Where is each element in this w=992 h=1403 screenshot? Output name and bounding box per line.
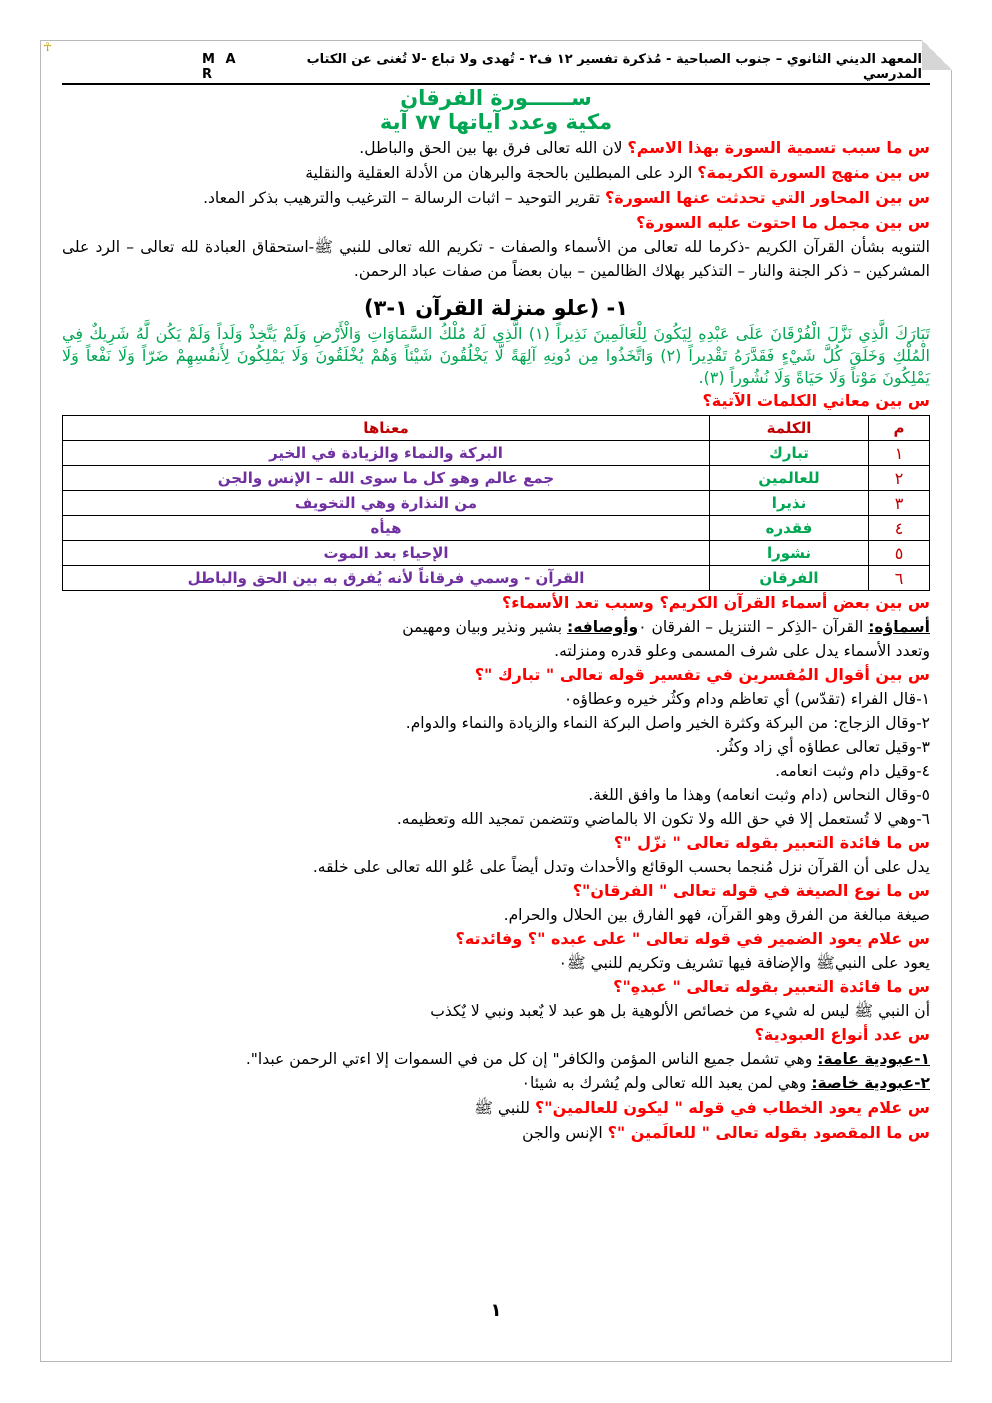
quran-verse: تَبَارَكَ الَّذِي نَزَّلَ الْفُرْقَانَ عَلَى عَبْدِهِ لِيَكُونَ لِلْعَالَمِينَ نَذِيراً (١) الَّذِي لَهُ مُلْكُ السَّمَاوَاتِ وَالْأَرْضِ وَلَمْ يَتَّخِذْ وَلَداً وَلَمْ يَكُن لَّهُ شَرِيكٌ فِي الْمُلْكِ وَخَلَقَ كُلَّ شَيْءٍ فَقَدَّرَهُ تَقْدِيراً (٢) وَاتَّخَذُوا مِن دُونِهِ آلِهَةً لَّا يَخْلُقُونَ شَيْئاً وَهُمْ يُخْلَقُونَ وَلَا يَمْلِكُونَ لِأَنفُسِهِمْ ضَرّاً وَلَا نَفْعاً وَلَا يَمْلِكُونَ مَوْتاً وَلَا حَيَاةً وَلَا نُشُوراً (٣). [62,324,931,387]
page-header [62,52,930,85]
worship-type-special: ٢-عبودية خاصة: وهي لمن يعبد الله تعالى ولم يُشرك به شيئا٠ [521,1074,930,1092]
intro-qa-1: س ما سبب تسمية السورة بهذا الاسم؟ لان الله تعالى فرق بها بين الحق والباطل. [359,138,930,157]
list-item: ١-قال الفراء (تقدّس) أي تعاظم ودام وكثُر خيره وعطاؤه٠ [563,690,930,708]
answer: أن النبي ﷺ ليس له شيء من خصائص الألوهية بل هو عبد لا يٌعبد ونبي لا يٌكذب [430,1002,930,1020]
pin-icon: ☥ [43,40,52,54]
page-number: ١ [490,1300,502,1321]
question: س ما فائدة التعبير بقوله تعالى " نزّل "؟ [613,833,930,852]
table-row: ٢ للعالمين جمع عالم وهو كل ما سوى الله – الإنس والجن [63,466,930,491]
table-row: ٦ الفرقان القرآن - وسمي فرقاناً لأنه يُفرق به بين الحق والباطل [63,566,930,591]
final-qa-1: س علام يعود الخطاب في قوله " ليكون للعالمين"؟ للنبي ﷺ [474,1098,930,1117]
table-row: ٣ نذيرا من النذارة وهي التخويف [63,491,930,516]
names-question: س بين بعض أسماء القرآن الكريم؟ وسبب تعد الأسماء؟ [501,593,930,612]
intro-qa-2: س بين منهج السورة الكريمة؟ الرد على المبطلين بالحجة والبرهان من الأدلة العقلية والنقلية [305,163,930,182]
vocab-table [62,415,930,591]
table-row: ٥ نشورا الإحياء بعد الموت [63,541,930,566]
list-item: ٤-وقيل دام وثبت انعامه. [775,762,930,780]
names-reason: وتعدد الأسماء يدل على شرف المسمى وعلو قدره ومنزلته. [554,642,930,660]
intro-qa-3: س بين المحاور التي تحدثت عنها السورة؟ تقرير التوحيد – اثبات الرسالة – الترغيب والترهيب بذكر المعاد. [203,188,930,207]
names-answer: أسماؤه: القرآن -الذِكر – التنزيل – الفرقان ٠وأوصافه: بشير ونذير وبيان ومهيمن [402,618,930,636]
vocab-question: س بين معاني الكلمات الآتية؟ [702,391,930,410]
question: س ما فائدة التعبير بقوله تعالى " عبدهِ"؟ [613,977,930,996]
answer: صيغة مبالغة من الفرق وهو القرآن، فهو الفارق بين الحلال والحرام. [503,906,930,924]
header-cell-word: الكلمة [710,416,869,441]
question: س علام يعود الضمير في قوله تعالى " على عبده "؟ وفائدته؟ [455,929,930,948]
header-cell-meaning: معناها [63,416,710,441]
final-qa-2: س ما المقصود بقوله تعالى " للعالَمين "؟ الإنس والجن [522,1123,930,1142]
question: س عدد أنواع العبودية؟ [754,1025,930,1044]
table-row: ١ تبارك البركة والنماء والزيادة في الخير [63,441,930,466]
list-item: ٢-وقال الزجاج: من البركة وكثرة الخير واصل البركة النماء والزيادة والنماء والدوام. [405,714,930,732]
header-cell-number: م [869,416,930,441]
section-title: ١- (علو منزلة القرآن ١-٣) [363,296,629,320]
header-title: المعهد الديني الثانوي – جنوب الصباحية - مُذكرة تفسير ١٢ ف٢ - تُهدى ولا تباع -لا تُغنى عن الكتاب المدرسي [306,52,922,82]
surah-summary: التنويه بشأن القرآن الكريم -ذكرما لله تعالى من الأسماء والصفات - تكريم الله تعالى للنبي ﷺ-استحقاق العبادة لله تعالى – الرد على المشركين – ذكر الجنة والنار – التذكير بهلاك الظالمين – بيان بعضاً من صفات عباد الرحمن. [62,238,930,280]
list-item: ٣-وقيل تعالى عطاؤه أي زاد وكثُر. [715,738,930,756]
list-item: ٦-وهي لا تُستعمل إلا في حق الله ولا تكون الا بالماضي وتتضمن تمجيد الله وتعظيمه. [396,810,930,828]
surah-subtitle: مكية وعدد آياتها ٧٧ آية [379,110,613,134]
answer: يعود على النبيﷺ والإضافة فيها تشريف وتكريم للنبي ﷺ٠ [558,954,930,972]
list-item: ٥-وقال النحاس (دام وثبت انعامه) وهذا ما وافق اللغة. [588,786,930,804]
answer: يدل على أن القرآن نزل مُنجما بحسب الوقائع والأحداث وتدل أيضاً على عُلو الله تعالى على خلقه. [312,858,930,876]
question: س ما نوع الصيغة في قوله تعالى " الفرقان"؟ [572,881,930,900]
table-header-row [63,416,930,441]
surah-title: ســــــورة الفرقان [400,86,592,110]
table-row: ٤ فقدره هيأه [63,516,930,541]
document-body [62,52,930,1145]
intro-qa-4: س بين مجمل ما احتوت عليه السورة؟ [636,213,930,232]
tabarak-question: س بين أقوال المُفسرين في تفسير قوله تعالى " تبارك "؟ [474,665,930,684]
header-initials: M A R [202,52,239,82]
worship-type-general: ١-عبودية عامة: وهي تشمل جميع الناس المؤمن والكافر" إن كل من في السموات إلا اءتي الرحمن عبدا". [245,1050,930,1068]
